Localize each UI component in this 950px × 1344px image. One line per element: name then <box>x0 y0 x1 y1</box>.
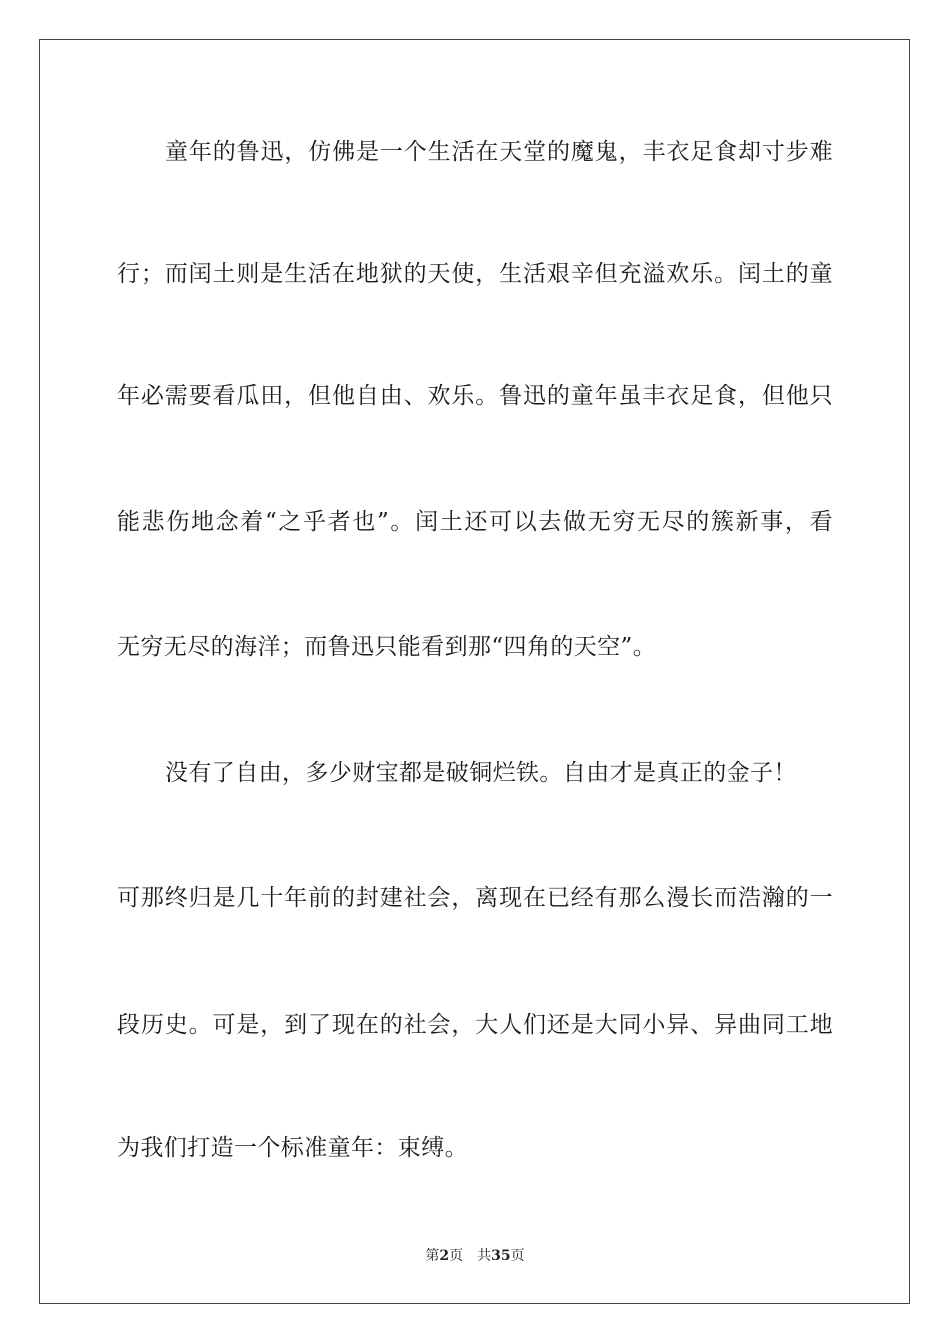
text-line: 没有了自由，多少财宝都是破铜烂铁。自由才是真正的金子！ <box>165 760 797 786</box>
footer-total-suffix: 页 <box>510 1248 525 1264</box>
text-line: 能悲伤地念着“之乎者也”。闰土还可以去做无穷无尽的簇新事，看 <box>117 509 833 535</box>
text-line: 无穷无尽的海洋；而鲁迅只能看到那“四角的天空”。 <box>117 634 657 660</box>
text-line: 年必需要看瓜田，但他自由、欢乐。鲁迅的童年虽丰衣足食，但他只 <box>117 383 833 409</box>
text-line: 可那终归是几十年前的封建社会，离现在已经有那么漫长而浩瀚的一 <box>117 885 833 911</box>
footer-total-prefix: 共 <box>477 1248 492 1264</box>
footer-total-number: 35 <box>491 1248 511 1264</box>
text-line: 为我们打造一个标准童年：束缚。 <box>117 1135 468 1161</box>
text-line: 段历史。可是，到了现在的社会，大人们还是大同小异、异曲同工地 <box>117 1012 833 1038</box>
footer-page-prefix: 第 <box>425 1248 440 1264</box>
text-line: 童年的鲁迅，仿佛是一个生活在天堂的魔鬼，丰衣足食却寸步难 <box>165 139 833 165</box>
footer-page-number: 2 <box>439 1248 450 1264</box>
footer-page-suffix: 页 <box>449 1248 464 1264</box>
page-footer <box>0 1246 950 1266</box>
text-line: 行；而闰土则是生活在地狱的天使，生活艰辛但充溢欢乐。闰土的童 <box>117 261 833 287</box>
page-border <box>39 39 910 1304</box>
